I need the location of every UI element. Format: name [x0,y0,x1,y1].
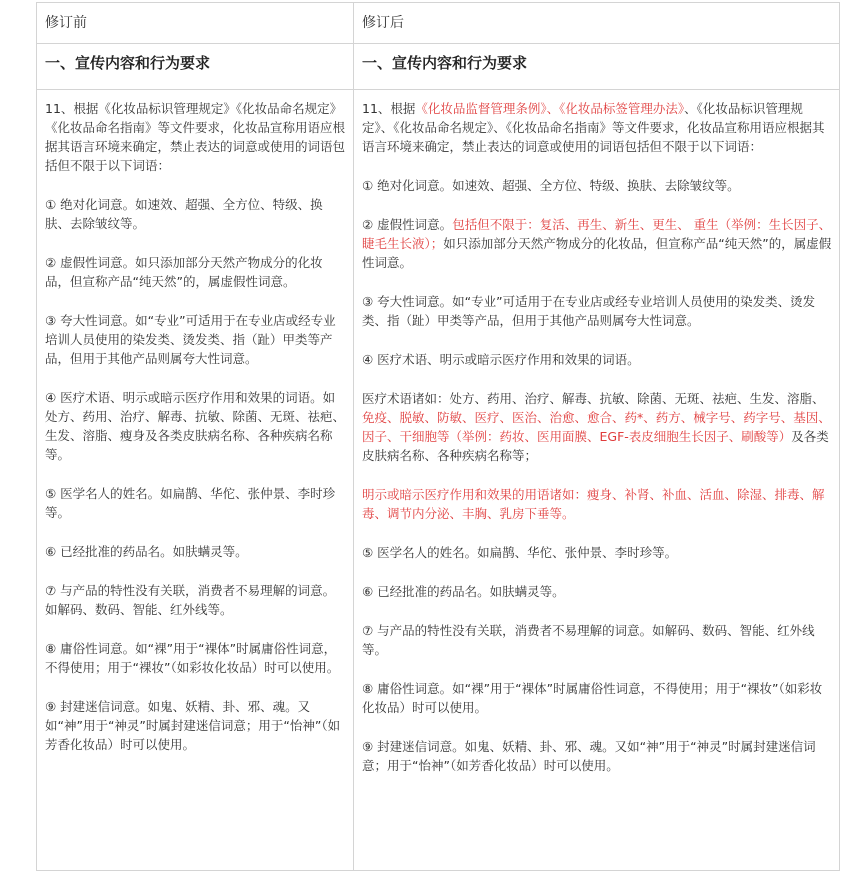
text-segment: ④ 医疗术语、明示或暗示医疗作用和效果的词语。 [362,352,640,367]
revised-text: 包括但不限于：复活、再生、新生、更生、 重生（举例：生长因子、睫毛生长液）； [362,217,832,251]
content-row [37,90,839,871]
section-title-before: 一、宣传内容和行为要求 [37,44,354,89]
paragraph [362,215,832,272]
text-segment: 11、根据《化妆品标识管理规定》《化妆品命名规定》《化妆品命名指南》等文件要求，化妆品宣称用语应根据其语言环境来确定，禁止表达的词意或使用的词语包括但不限于以下词语： [45,101,346,173]
content-after [354,90,839,870]
text-segment: 11、根据 [362,101,416,116]
text-segment: ⑦ 与产品的特性没有关联，消费者不易理解的词意。如解码、数码、智能、红外线等。 [45,583,336,617]
text-segment: ⑥ 已经批准的药品名。如肤螨灵等。 [362,584,565,599]
paragraph [362,176,832,195]
paragraph [362,582,832,601]
text-segment: ② 虚假性词意。 [362,217,453,232]
text-segment: ① 绝对化词意。如速效、超强、全方位、特级、换肤、去除皱纹等。 [362,178,740,193]
text-segment: ⑧ 庸俗性词意。如“裸”用于“裸体”时属庸俗性词意，不得使用；用于“裸妆”（如彩妆化妆品）时可以使用。 [45,641,340,675]
paragraph [45,639,346,677]
comparison-table [36,2,840,871]
text-segment: 医疗术语诸如：处方、药用、治疗、解毒、抗敏、除菌、无斑、祛疤、生发、溶脂、 [362,391,825,406]
paragraph [45,542,346,561]
paragraph [45,253,346,291]
text-segment: 及各类皮肤病名称、各种疾病名称等； [362,429,829,463]
paragraph [362,99,832,156]
text-segment: ④ 医疗术语、明示或暗示医疗作用和效果的词语。如处方、药用、治疗、解毒、抗敏、除菌、无斑、祛疤、生发、溶脂、瘦身及各类皮肤病名称、各种疾病名称等。 [45,390,346,462]
paragraph [362,621,832,659]
paragraph [45,195,346,233]
paragraph [45,388,346,464]
text-segment: ⑦ 与产品的特性没有关联，消费者不易理解的词意。如解码、数码、智能、红外线等。 [362,623,815,657]
text-segment: 、《化妆品标识管理规定》、《化妆品命名规定》、《化妆品命名指南》等文件要求，化妆品宣称用语应根据其语言环境来确定，禁止表达的词意或使用的词语包括但不限于以下词语： [362,101,825,154]
text-segment: 如只添加部分天然产物成分的化妆品，但宣称产品“纯天然”的，属虚假性词意。 [362,236,832,270]
paragraph [45,99,346,175]
revised-text: 免疫、脱敏、防敏、医疗、医治、治愈、愈合、药*、药方、械字号、药字号、基因、因子、干细胞等（举例：药妆、医用面膜、EGF-表皮细胞生长因子、刷酸等） [362,410,831,444]
paragraph [362,389,832,465]
text-segment: ⑤ 医学名人的姓名。如扁鹊、华佗、张仲景、李时珍等。 [362,545,678,560]
paragraph [45,697,346,754]
text-segment: ⑨ 封建迷信词意。如鬼、妖精、卦、邪、魂。又如“神”用于“神灵”时属封建迷信词意；用于“怡神”（如芳香化妆品）时可以使用。 [362,739,816,773]
text-segment: ⑨ 封建迷信词意。如鬼、妖精、卦、邪、魂。又如“神”用于“神灵”时属封建迷信词意；用于“怡神”（如芳香化妆品）时可以使用。 [45,699,341,752]
paragraph [362,292,832,330]
text-segment: ① 绝对化词意。如速效、超强、全方位、特级、换肤、去除皱纹等。 [45,197,323,231]
section-title-after: 一、宣传内容和行为要求 [362,54,528,72]
header-row [37,3,839,44]
paragraph [362,485,832,523]
header-after: 修订后 [362,15,404,31]
paragraph [45,581,346,619]
header-before: 修订前 [37,3,354,43]
text-segment: ② 虚假性词意。如只添加部分天然产物成分的化妆品，但宣称产品“纯天然”的，属虚假性词意。 [45,255,323,289]
paragraph [362,350,832,369]
text-segment: ⑧ 庸俗性词意。如“裸”用于“裸体”时属庸俗性词意，不得使用；用于“裸妆”（如彩妆化妆品）时可以使用。 [362,681,823,715]
paragraph [45,484,346,522]
text-segment: ⑤ 医学名人的姓名。如扁鹊、华佗、张仲景、李时珍等。 [45,486,336,520]
revised-text: 《化妆品监督管理条例》、《化妆品标签管理办法》 [415,101,685,116]
text-segment: ③ 夸大性词意。如“专业”可适用于在专业店或经专业培训人员使用的染发类、烫发类、指（趾）甲类等产品，但用于其他产品则属夸大性词意。 [45,313,336,366]
content-before [37,90,354,870]
paragraph [45,311,346,368]
section-row [37,44,839,90]
text-segment: ⑥ 已经批准的药品名。如肤螨灵等。 [45,544,248,559]
revised-text: 明示或暗示医疗作用和效果的用语诸如：瘦身、补肾、补血、活血、除湿、排毒、解毒、调节内分泌、丰胸、乳房下垂等。 [362,487,825,521]
paragraph [362,737,832,775]
paragraph [362,543,832,562]
text-segment: ③ 夸大性词意。如“专业”可适用于在专业店或经专业培训人员使用的染发类、烫发类、指（趾）甲类等产品，但用于其他产品则属夸大性词意。 [362,294,816,328]
paragraph [362,679,832,717]
